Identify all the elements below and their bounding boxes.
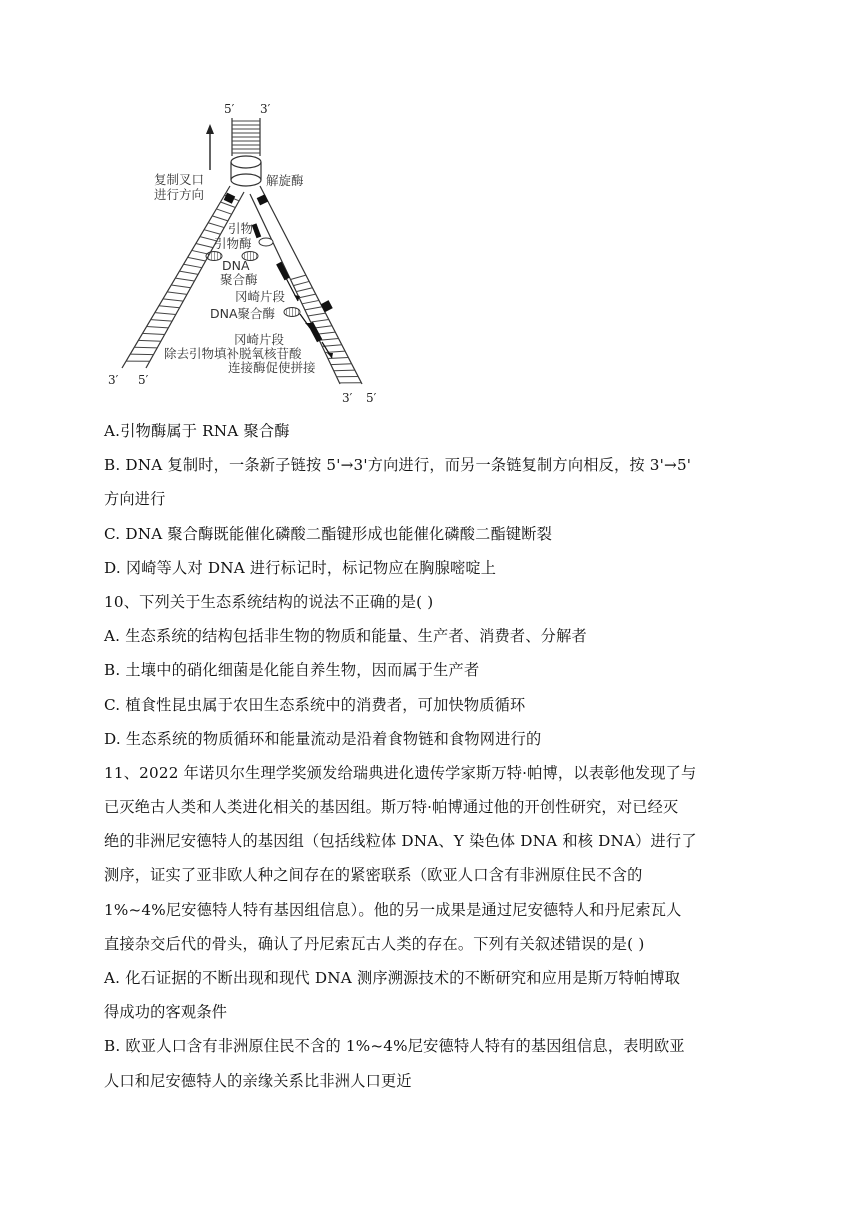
label-5prime-left: 5′: [138, 373, 149, 387]
okazaki-block: [321, 300, 333, 312]
base-pair-rung: [159, 306, 180, 308]
helix-stem: [231, 118, 261, 186]
dna-polymerase-right-oval: [284, 308, 300, 317]
question-text-block: [104, 414, 764, 1098]
base-pair-rung: [216, 209, 231, 214]
text-line: C. DNA 聚合酶既能催化磷酸二酯键形成也能催化磷酸二酯键断裂: [104, 524, 553, 543]
base-pair-rung: [296, 288, 312, 292]
base-pair-rung: [212, 216, 228, 221]
dna-replication-figure: [100, 96, 400, 416]
label-3prime-top: 3′: [260, 102, 271, 116]
label-fork-direction-1: 复制叉口: [154, 172, 205, 187]
text-line: C. 植食性昆虫属于农田生态系统中的消费者，可加快物质循环: [104, 695, 526, 714]
base-pair-rung: [138, 340, 160, 341]
text-line: 1%~4%尼安德特人特有基因组信息）。他的另一成果是通过尼安德特人和丹尼索瓦人: [104, 900, 682, 919]
label-remove-primer: 除去引物填补脱氧核苷酸: [164, 346, 302, 361]
base-pair-rung: [184, 264, 202, 267]
text-line: 已灭绝古人类和人类进化相关的基因组。斯万特·帕博通过他的开创性研究，对已经灭: [104, 798, 679, 817]
base-pair-rung: [163, 299, 183, 301]
primer-mark: [252, 223, 261, 238]
base-pair-rung: [220, 202, 235, 207]
base-pair-rung: [188, 257, 206, 261]
text-line: D. 冈崎等人对 DNA 进行标记时，标记物应在胸腺嘧啶上: [104, 558, 497, 577]
base-pair-rung: [311, 319, 329, 322]
primase-oval: [259, 238, 273, 246]
base-pair-rung: [134, 347, 157, 348]
label-3prime-right: 3′: [342, 391, 353, 405]
dna-polymerase-left-oval: [206, 252, 222, 261]
label-okazaki-1: 冈崎片段: [235, 289, 286, 304]
text-line: 得成功的客观条件: [104, 1003, 228, 1022]
base-pair-rung: [334, 370, 355, 371]
text-line: 直接杂交后代的骨头，确认了丹尼索瓦古人类的存在。下列有关叙述错误的是( ): [104, 934, 645, 953]
okazaki-fragment-2: [308, 322, 323, 342]
question-11-stem: 11、2022 年诺贝尔生理学奖颁发给瑞典进化遗传学家斯万特·帕博，以表彰他发现了与: [104, 763, 697, 782]
base-pair-rung: [291, 275, 306, 279]
base-pair-rung: [204, 230, 220, 235]
text-line: B. DNA 复制时，一条新子链按 5'→3'方向进行，而另一条链复制方向相反，按 3'→5': [104, 456, 692, 475]
text-line: A. 化石证据的不断出现和现代 DNA 测序溯源技术的不断研究和应用是斯万特帕博取: [104, 969, 681, 987]
label-dna-polymerase-left-1: DNA: [222, 258, 250, 273]
label-dna-polymerase-right: DNA聚合酶: [210, 306, 276, 321]
text-line: 绝的非洲尼安德特人的基因组（包括线粒体 DNA、Y 染色体 DNA 和核 DNA）进行了: [104, 832, 697, 851]
base-pair-rung: [175, 278, 194, 281]
base-pair-rung: [328, 357, 348, 358]
label-okazaki-2: 冈崎片段: [234, 332, 285, 347]
base-pair-rung: [293, 281, 309, 285]
helicase-block-right: [257, 194, 269, 205]
label-fork-direction-2: 进行方向: [154, 187, 205, 202]
text-line: D. 生态系统的物质循环和能量流动是沿着食物链和食物网进行的: [104, 729, 542, 748]
base-pair-rung: [308, 313, 326, 316]
base-pair-rung: [167, 292, 187, 295]
base-pair-rung: [331, 364, 352, 365]
base-pair-rung: [151, 320, 172, 322]
label-5prime-top: 5′: [224, 102, 235, 116]
label-ligase: 连接酶促使拼接: [228, 360, 316, 375]
text-line: 测序，证实了亚非欧人种之间存在的紧密联系（欧亚人口含有非洲原住民不含的: [104, 866, 643, 885]
replication-fork-diagram: [100, 96, 400, 416]
text-line: B. 欧亚人口含有非洲原住民不含的 1%~4%尼安德特人特有的基因组信息，表明欧亚: [104, 1037, 685, 1056]
text-line: 人口和尼安德特人的亲缘关系比非洲人口更近: [104, 1071, 412, 1090]
text-line: 方向进行: [104, 490, 166, 509]
base-pair-rung: [314, 326, 332, 328]
question-10-stem: 10、下列关于生态系统结构的说法不正确的是( ): [104, 592, 434, 611]
base-pair-rung: [305, 307, 322, 310]
text-line: A. 生态系统的结构包括非生物的物质和能量、生产者、消费者、分解者: [104, 627, 587, 646]
base-pair-rung: [147, 327, 169, 328]
base-pair-rung: [302, 300, 319, 303]
base-pair-rung: [155, 313, 176, 315]
label-primer: 引物: [228, 221, 254, 236]
label-helicase: 解旋酶: [266, 173, 304, 188]
label-5prime-right: 5′: [366, 391, 377, 405]
base-pair-rung: [179, 271, 198, 274]
base-pair-rung: [208, 223, 224, 228]
text-line: B. 土壤中的硝化细菌是化能自养生物，因而属于生产者: [104, 661, 480, 680]
label-primase: 引物酶: [214, 236, 252, 251]
base-pair-rung: [143, 333, 165, 334]
label-dna-polymerase-left-2: 聚合酶: [220, 272, 258, 287]
label-3prime-left: 3′: [108, 373, 119, 387]
base-pair-rung: [196, 244, 213, 248]
base-pair-rung: [171, 285, 190, 288]
text-line: A.引物酶属于 RNA 聚合酶: [104, 422, 290, 440]
base-pair-rung: [299, 294, 316, 298]
